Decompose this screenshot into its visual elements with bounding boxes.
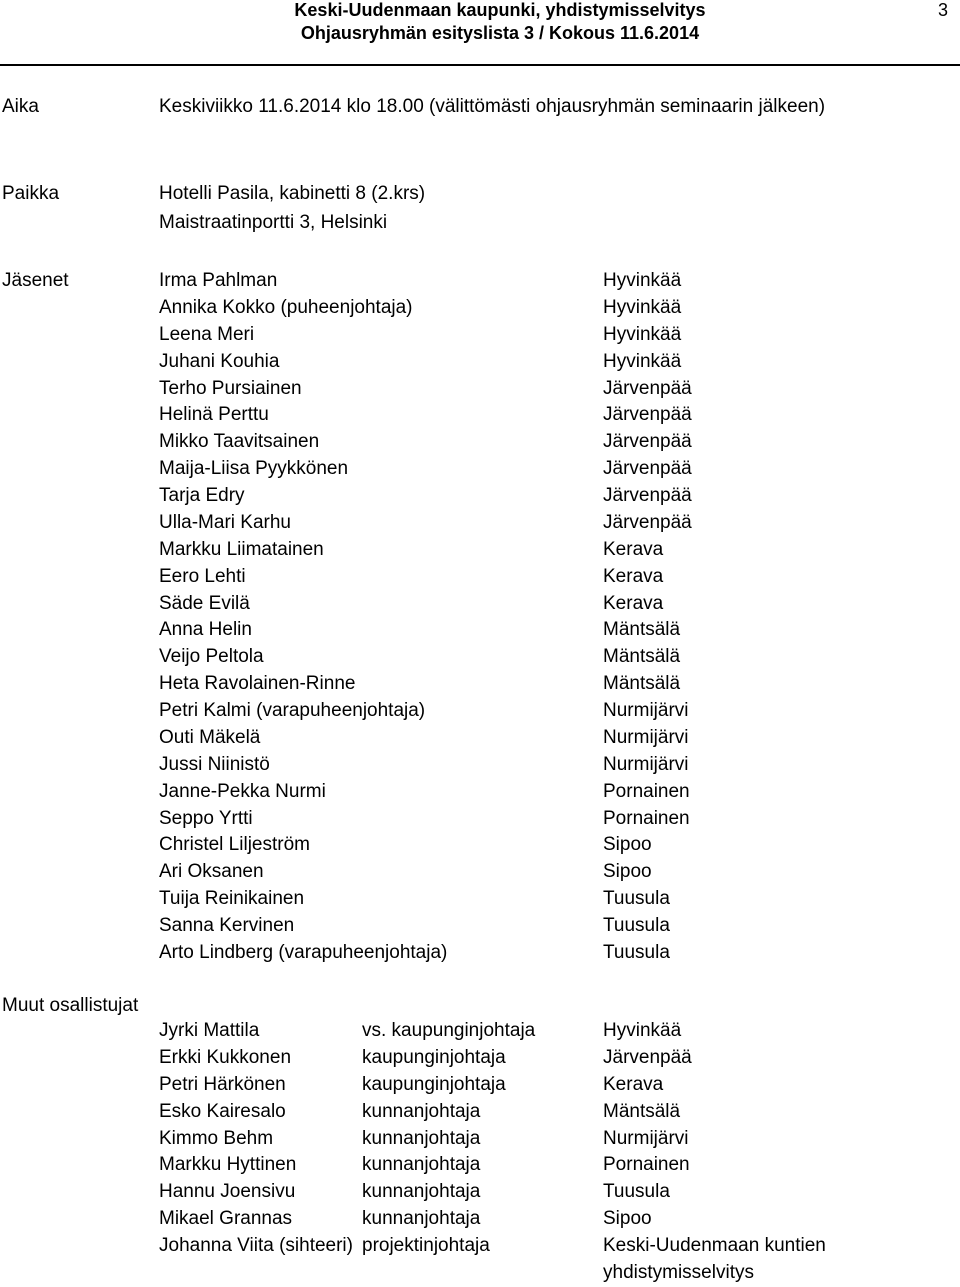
member-town: Hyvinkää — [603, 323, 682, 345]
member-town: Järvenpää — [603, 485, 692, 506]
member-town: Tuusula — [603, 888, 670, 910]
member-row — [0, 752, 960, 779]
participant-role: vs. kaupunginjohtaja — [362, 1020, 536, 1041]
member-row — [0, 940, 960, 967]
member-name: Eero Lehti — [159, 565, 246, 587]
members-label: Jäsenet — [2, 270, 69, 291]
member-name: Jussi Niinistö — [159, 753, 270, 775]
member-town: Järvenpää — [603, 377, 692, 399]
participant-row — [0, 1233, 960, 1283]
participant-role: kunnanjohtaja — [362, 1100, 481, 1122]
participant-row — [0, 1152, 960, 1179]
participant-role: kunnanjohtaja — [362, 1208, 481, 1230]
member-town: Järvenpää — [603, 458, 692, 480]
participant-organization: Tuusula — [603, 1181, 670, 1203]
participant-role: kunnanjohtaja — [362, 1127, 481, 1149]
member-town: Pornainen — [603, 807, 690, 829]
member-name: Mikko Taavitsainen — [159, 431, 320, 453]
member-row — [0, 537, 960, 564]
member-town: Järvenpää — [603, 431, 692, 453]
member-row — [0, 617, 960, 644]
participant-name: Esko Kairesalo — [159, 1100, 286, 1122]
member-row — [0, 806, 960, 833]
participant-role: projektinjohtaja — [362, 1235, 490, 1256]
aika-label: Aika — [2, 96, 39, 117]
member-town: Nurmijärvi — [603, 753, 689, 775]
member-name: Christel Liljeström — [159, 834, 310, 856]
member-name: Seppo Yrtti — [159, 807, 253, 829]
participant-row — [0, 1072, 960, 1099]
member-name: Tarja Edry — [159, 485, 245, 506]
member-row — [0, 832, 960, 859]
member-name: Terho Pursiainen — [159, 377, 302, 399]
member-name: Sanna Kervinen — [159, 915, 295, 936]
member-town: Mäntsälä — [603, 619, 681, 641]
paikka-label: Paikka — [2, 183, 60, 204]
member-row — [0, 564, 960, 591]
member-row — [0, 456, 960, 483]
header-divider — [0, 64, 960, 66]
member-row — [0, 510, 960, 537]
participant-row — [0, 1126, 960, 1153]
member-town: Järvenpää — [603, 511, 692, 533]
member-name: Markku Liimatainen — [159, 538, 324, 560]
participant-name: Mikael Grannas — [159, 1208, 293, 1230]
member-town: Tuusula — [603, 915, 670, 936]
member-row — [0, 268, 960, 295]
member-row — [0, 913, 960, 940]
participant-row — [0, 1206, 960, 1233]
member-name: Ari Oksanen — [159, 861, 264, 883]
member-name: Helinä Perttu — [159, 404, 269, 426]
member-row — [0, 376, 960, 403]
participant-organization: Mäntsälä — [603, 1100, 681, 1122]
member-row — [0, 859, 960, 886]
member-name: Juhani Kouhia — [159, 350, 280, 372]
member-town: Pornainen — [603, 780, 690, 802]
member-row — [0, 698, 960, 725]
member-name: Maija-Liisa Pyykkönen — [159, 458, 349, 480]
member-town: Hyvinkää — [603, 270, 682, 291]
member-row — [0, 644, 960, 671]
member-name: Anna Helin — [159, 619, 252, 641]
header-title: Keski-Uudenmaan kaupunki, yhdistymisselvitys — [294, 0, 706, 20]
participant-organization: Järvenpää — [603, 1046, 692, 1068]
member-town: Nurmijärvi — [603, 700, 689, 721]
paikka-value — [159, 179, 899, 237]
aika-value: Keskiviikko 11.6.2014 klo 18.00 (välittömästi ohjausryhmän seminaarin jälkeen) — [159, 96, 826, 117]
participant-name: Johanna Viita (sihteeri) — [159, 1235, 353, 1256]
member-town: Sipoo — [603, 834, 652, 856]
members-list — [0, 268, 960, 967]
member-town: Hyvinkää — [603, 350, 682, 372]
member-name: Heta Ravolainen-Rinne — [159, 673, 356, 695]
paikka-line-2: Maistraatinportti 3, Helsinki — [159, 212, 388, 233]
page-header — [0, 0, 960, 66]
member-name: Arto Lindberg (varapuheenjohtaja) — [159, 941, 448, 963]
member-town: Kerava — [603, 592, 664, 614]
participant-name: Petri Härkönen — [159, 1073, 286, 1095]
member-row — [0, 349, 960, 376]
page-number: 3 — [937, 0, 948, 20]
member-town: Mäntsälä — [603, 673, 681, 695]
member-name: Leena Meri — [159, 323, 255, 345]
participant-row — [0, 1018, 960, 1045]
member-town: Hyvinkää — [603, 296, 682, 318]
participant-organization: Sipoo — [603, 1208, 652, 1230]
member-town: Kerava — [603, 565, 664, 587]
member-row — [0, 295, 960, 322]
member-town: Mäntsälä — [603, 646, 681, 668]
member-name: Janne-Pekka Nurmi — [159, 780, 326, 802]
member-name: Tuija Reinikainen — [159, 888, 305, 910]
member-name: Petri Kalmi (varapuheenjohtaja) — [159, 700, 426, 721]
member-name: Säde Evilä — [159, 592, 250, 614]
participant-organization: Keski-Uudenmaan kuntien yhdistymisselvitys — [603, 1235, 826, 1283]
member-name: Ulla-Mari Karhu — [159, 511, 291, 533]
member-name: Veijo Peltola — [159, 646, 264, 668]
participant-name: Hannu Joensivu — [159, 1181, 296, 1203]
member-town: Nurmijärvi — [603, 726, 689, 748]
participant-role: kaupunginjohtaja — [362, 1046, 506, 1068]
member-row — [0, 483, 960, 510]
participant-name: Jyrki Mattila — [159, 1020, 260, 1041]
participant-role: kaupunginjohtaja — [362, 1073, 506, 1095]
member-row — [0, 725, 960, 752]
participant-organization: Hyvinkää — [603, 1020, 682, 1041]
participant-organization: Pornainen — [603, 1154, 690, 1176]
paikka-line-1: Hotelli Pasila, kabinetti 8 (2.krs) — [159, 183, 426, 204]
member-row — [0, 322, 960, 349]
member-name: Irma Pahlman — [159, 270, 278, 291]
member-row — [0, 591, 960, 618]
participant-row — [0, 1099, 960, 1126]
others-label: Muut osallistujat — [2, 995, 139, 1016]
header-subtitle: Ohjausryhmän esityslista 3 / Kokous 11.6.2014 — [300, 23, 700, 43]
member-town: Kerava — [603, 538, 664, 560]
participant-name: Kimmo Behm — [159, 1127, 274, 1149]
member-row — [0, 429, 960, 456]
member-name: Outi Mäkelä — [159, 726, 261, 748]
member-name: Annika Kokko (puheenjohtaja) — [159, 296, 413, 318]
participant-row — [0, 1179, 960, 1206]
participant-organization: Kerava — [603, 1073, 664, 1095]
others-list — [0, 1018, 960, 1283]
member-row — [0, 671, 960, 698]
member-row — [0, 402, 960, 429]
member-row — [0, 886, 960, 913]
member-town: Järvenpää — [603, 404, 692, 426]
member-town: Tuusula — [603, 941, 670, 963]
participant-name: Erkki Kukkonen — [159, 1046, 292, 1068]
member-row — [0, 779, 960, 806]
member-town: Sipoo — [603, 861, 652, 883]
participant-name: Markku Hyttinen — [159, 1154, 297, 1176]
participant-role: kunnanjohtaja — [362, 1154, 481, 1176]
participant-role: kunnanjohtaja — [362, 1181, 481, 1203]
participant-row — [0, 1045, 960, 1072]
participant-organization: Nurmijärvi — [603, 1127, 689, 1149]
